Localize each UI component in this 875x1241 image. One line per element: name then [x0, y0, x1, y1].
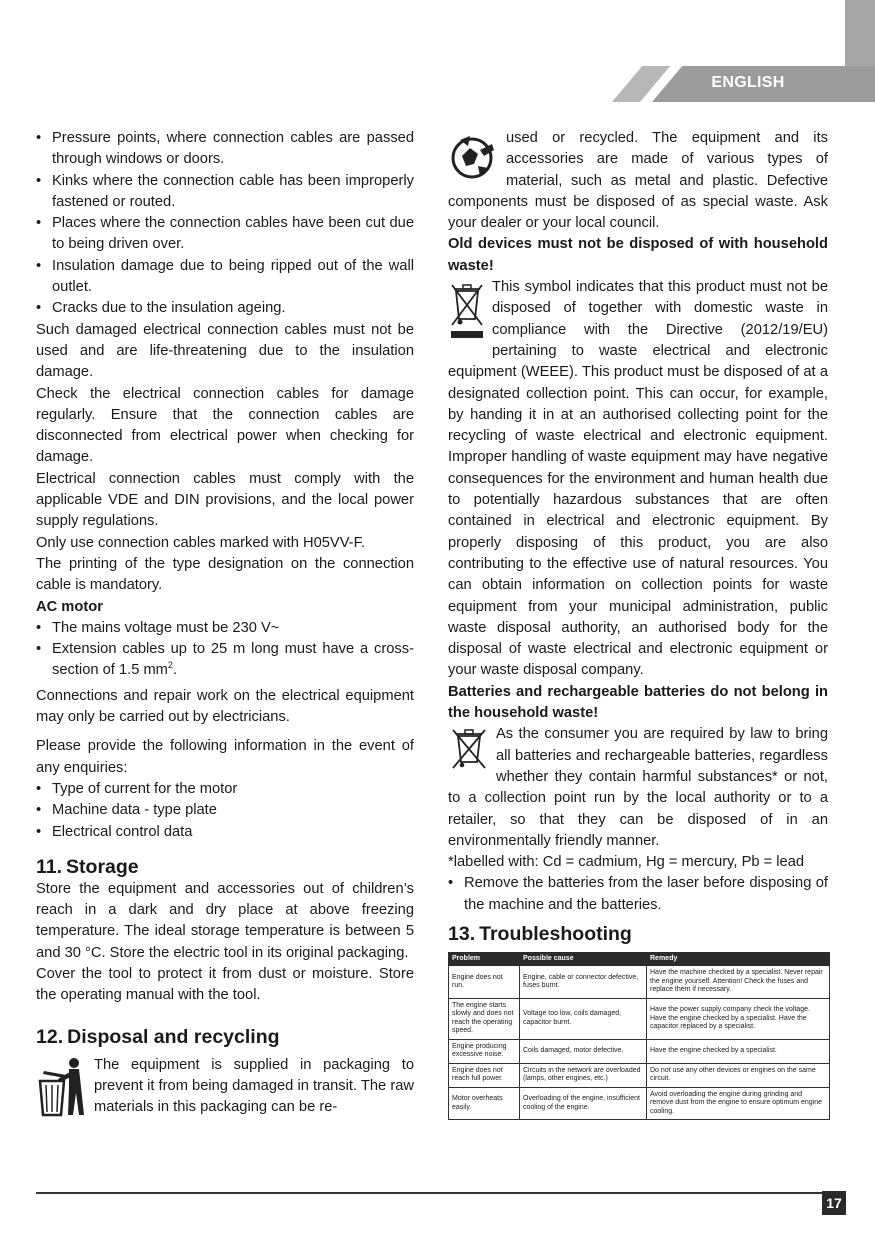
- paragraph: The equipment is supplied in packaging to prevent it from being damaged in transit. The raw materials in this packaging can be re-: [94, 1056, 414, 1116]
- list-item: • The mains voltage must be 230 V~: [36, 618, 414, 639]
- troubleshooting-table: [448, 952, 830, 1121]
- paragraph: Please provide the following information in the event of any enquiries:: [36, 738, 414, 776]
- batteries-heading: Batteries and rechargeable batteries do not belong in the household waste!: [448, 683, 828, 722]
- battery-list: [448, 873, 828, 916]
- crossed-bin-icon: [448, 726, 490, 777]
- footer-rule: [36, 1192, 828, 1194]
- table-row: [449, 966, 830, 999]
- paragraph: Store the equipment and accessories out of children’s reach in a dark and dry place at above freezing temperature. The ideal storage temperature is between 5 and 30 °C. Store the electric tool in its original packaging.: [36, 880, 414, 961]
- table-cell: Engine does not reach full power.: [449, 1063, 520, 1087]
- table-cell: Have the machine checked by a specialist. Never repair the engine yourself. Attention! Check the fuses and replace them if necessary.: [647, 966, 830, 999]
- paragraph: Only use connection cables marked with H05VV-F.: [36, 534, 365, 551]
- ac-motor-list: [36, 618, 414, 682]
- paragraph: Connections and repair work on the electrical equipment may only be carried out by electricians.: [36, 687, 414, 726]
- paragraph: Cover the tool to protect it from dust or moisture. Store the operating manual with the tool.: [36, 965, 414, 1004]
- right-column: [448, 128, 828, 1120]
- list-item: [36, 639, 414, 682]
- paragraph: *labelled with: Cd = cadmium, Hg = mercury, Pb = lead: [448, 854, 805, 871]
- paragraph: The printing of the type designation on the connection cable is mandatory.: [36, 555, 414, 594]
- section-number: 12.: [36, 1025, 64, 1048]
- table-cell: Engine producing excessive noise.: [449, 1039, 520, 1063]
- paragraph: This symbol indicates that this product must not be disposed of together with domestic waste in compliance with the Directive (2012/19/EU) pertaining to waste electrical and electronic equipment (WEEE). This product must be disposed of at a designated collection point. This can occur, for example, by handing it in at an authorised collecting point for the recycling of waste electrical and electronic equipment. Improper handling of waste equipment may have negative consequences for the environment and human health due to potentially hazardous substances that are often contained in electrical and electronic equipment. By properly disposing of this product, you are also contributing to the effective use of natural resources. You can obtain information on collection points for waste equipment from your municipal administration, public waste disposal authority, an authorised body for the disposal of waste electrical and electronic equipment or your waste disposal company.: [448, 279, 828, 679]
- section-title: Troubleshooting: [479, 922, 632, 945]
- table-cell: Engine, cable or connector defective, fuses burnt.: [520, 966, 647, 999]
- list-item-text: Extension cables up to 25 m long must have a cross-section of 1.5 mm: [52, 641, 414, 679]
- table-cell: Motor overheats easily.: [449, 1087, 520, 1120]
- list-item: • Kinks where the connection cable has been improperly fastened or routed.: [36, 171, 414, 214]
- page-number: 17: [822, 1191, 846, 1215]
- list-item: • Cracks due to the insulation ageing.: [36, 298, 414, 319]
- table-header-cell: Remedy: [647, 952, 830, 966]
- table-cell: Have the power supply company check the voltage. Have the engine checked by a specialist. Have the capacitor replaced by a specialist.: [647, 998, 830, 1039]
- superscript: 2: [167, 660, 173, 671]
- list-item-end: .: [172, 662, 178, 679]
- crossed-bin-icon: [448, 279, 486, 348]
- section-title: Disposal and recycling: [67, 1025, 280, 1048]
- list-item: • Electrical control data: [36, 822, 414, 843]
- table-cell: Have the engine checked by a specialist.: [647, 1039, 830, 1063]
- table-header-row: [449, 952, 830, 966]
- old-devices-heading: Old devices must not be disposed of with household waste!: [448, 236, 828, 274]
- left-column: [36, 128, 414, 1126]
- ac-motor-heading: AC motor: [36, 598, 103, 615]
- trash-bin-person-icon: [36, 1057, 88, 1126]
- table-header-cell: Possible cause: [520, 952, 647, 966]
- paragraph: As the consumer you are required by law to bring all batteries and rechargeable batteries, regardless whether they contain harmful substances* or not, to a collection point run by the local authority or to a retailer, so that they can be disposed of in an environmentally friendly manner.: [448, 726, 828, 849]
- section-heading-troubleshooting: [448, 922, 828, 946]
- section-number: 13.: [448, 922, 476, 945]
- paragraph: Electrical connection cables must comply with the applicable VDE and DIN provisions, and the local power supply regulations.: [36, 470, 414, 530]
- table-cell: Do not use any other devices or engines on the same circuit.: [647, 1063, 830, 1087]
- list-item: • Insulation damage due to being ripped out of the wall outlet.: [36, 256, 414, 299]
- section-heading-storage: [36, 855, 414, 879]
- list-item: • Remove the batteries from the laser before disposing of the machine and the batteries.: [448, 873, 828, 916]
- section-heading-disposal: [36, 1025, 414, 1049]
- enquiry-list: [36, 779, 414, 843]
- table-cell: Overloading of the engine, insufficient cooling of the engine.: [520, 1087, 647, 1120]
- language-label: ENGLISH: [711, 74, 785, 91]
- list-item: • Places where the connection cables have been cut due to being driven over.: [36, 213, 414, 256]
- table-cell: Coils damaged, motor defective.: [520, 1039, 647, 1063]
- list-item: • Type of current for the motor: [36, 779, 414, 800]
- recycle-hand-icon: [448, 130, 500, 191]
- section-title: Storage: [66, 855, 139, 878]
- table-cell: The engine starts slowly and does not reach the operating speed.: [449, 998, 520, 1039]
- list-item: • Pressure points, where connection cables are passed through windows or doors.: [36, 128, 414, 171]
- table-cell: Engine does not run.: [449, 966, 520, 999]
- section-number: 11.: [36, 855, 63, 878]
- table-row: [449, 1039, 830, 1063]
- table-row: [449, 1087, 830, 1120]
- table-cell: Voltage too low, coils damaged, capacitor burnt.: [520, 998, 647, 1039]
- table-header-cell: Problem: [449, 952, 520, 966]
- table-cell: Avoid overloading the engine during grinding and remove dust from the engine to ensure optimum engine cooling.: [647, 1087, 830, 1120]
- table-cell: Circuits in the network are overloaded (lamps, other engines, etc.): [520, 1063, 647, 1087]
- list-item: • Machine data - type plate: [36, 800, 414, 821]
- table-row: [449, 1063, 830, 1087]
- paragraph: Such damaged electrical connection cables must not be used and are life-threatening due to the insulation damage.: [36, 321, 414, 381]
- table-row: [449, 998, 830, 1039]
- cable-damage-list: [36, 128, 414, 320]
- paragraph: used or recycled. The equipment and its accessories are made of various types of material, such as metal and plastic. Defective components must be disposed of as special waste. Ask your dealer or your local council.: [448, 130, 828, 232]
- paragraph: Check the electrical connection cables for damage regularly. Ensure that the connection cables are disconnected from electrical power when checking for damage.: [36, 385, 414, 466]
